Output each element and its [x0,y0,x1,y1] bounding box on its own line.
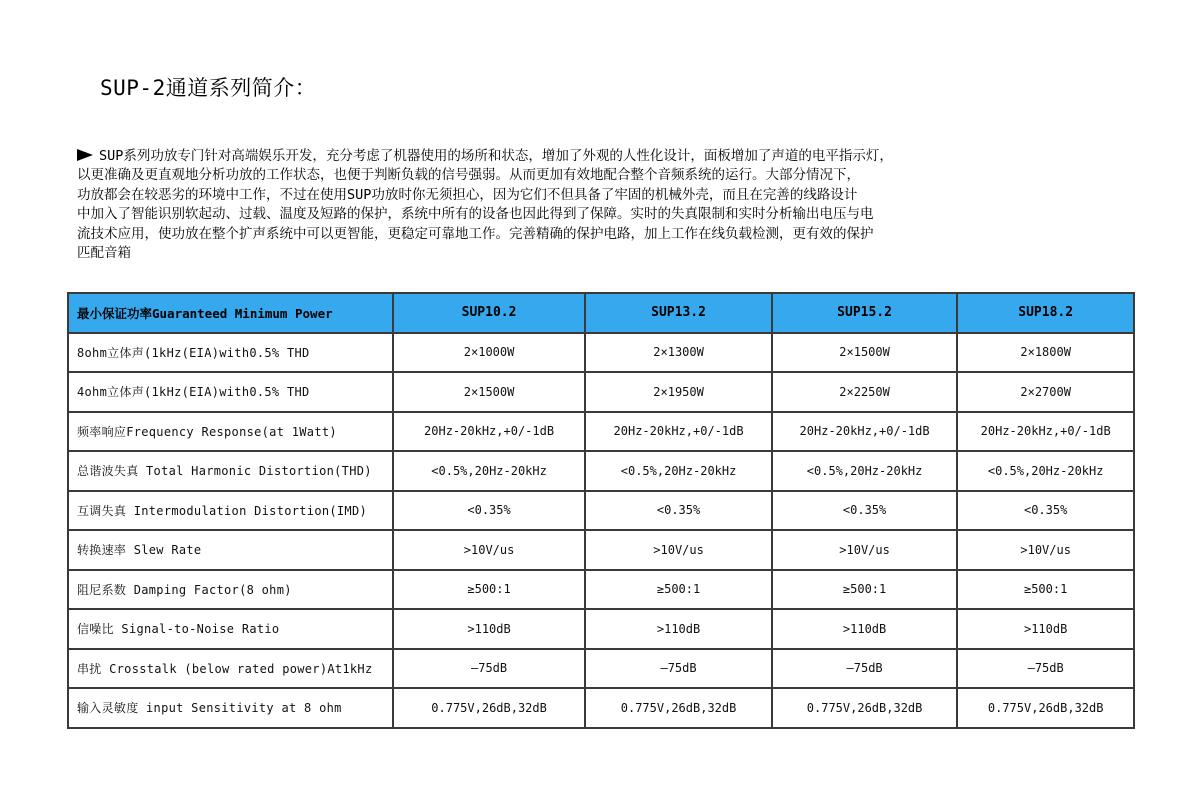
row-value: ≥500:1 [393,570,585,610]
row-value: >110dB [957,609,1134,649]
row-value: >10V/us [772,530,958,570]
row-value: >110dB [772,609,958,649]
row-value: 0.775V,26dB,32dB [957,688,1134,728]
intro-line: 匹配音箱 [77,245,131,262]
row-value: >110dB [393,609,585,649]
header-model: SUP18.2 [957,293,1134,333]
table-row [68,609,1134,649]
row-value: >10V/us [957,530,1134,570]
intro-line: 功放都会在较恶劣的环境中工作，不过在使用SUP功放时你无须担心，因为它们不但具备了牢固的机械外壳，而且在完善的线路设计 [77,186,858,203]
row-value: 0.775V,26dB,32dB [772,688,958,728]
row-value: <0.5%,20Hz-20kHz [393,451,585,491]
row-label: 8ohm立体声(1kHz(EIA)with0.5% THD [68,333,393,373]
row-value: 20Hz-20kHz,+0/-1dB [393,412,585,452]
row-label: 信噪比 Signal-to-Noise Ratio [68,609,393,649]
table-row [68,649,1134,689]
row-value: <0.35% [585,491,772,531]
row-value: 2×2700W [957,372,1134,412]
row-value: —75dB [772,649,958,689]
row-value: >110dB [585,609,772,649]
intro-line [77,147,1077,166]
table-row [68,333,1134,373]
table-row [68,688,1134,728]
row-value: <0.5%,20Hz-20kHz [585,451,772,491]
row-value: 2×1500W [772,333,958,373]
intro-line: 以更准确及更直观地分析功放的工作状态，也便于判断负载的信号强弱。从而更加有效地配合整个音频系统的运行。大部分情况下， [77,167,860,184]
table-body [68,333,1134,728]
spec-table [67,292,1135,729]
right-triangle-bullet-icon [77,149,93,161]
table-row [68,451,1134,491]
row-value: <0.35% [957,491,1134,531]
header-model: SUP10.2 [393,293,585,333]
row-label: 频率响应Frequency Response(at 1Watt) [68,412,393,452]
header-label: 最小保证功率Guaranteed Minimum Power [68,293,393,333]
row-value: 2×1800W [957,333,1134,373]
row-value: 2×1500W [393,372,585,412]
row-label: 阻尼系数 Damping Factor(8 ohm) [68,570,393,610]
row-value: <0.5%,20Hz-20kHz [957,451,1134,491]
intro-line: 流技术应用，使功放在整个扩声系统中可以更智能，更稳定可靠地工作。完善精确的保护电路，加上工作在线负载检测，更有效的保护 [77,225,874,242]
row-value: 2×1950W [585,372,772,412]
row-label: 串扰 Crosstalk (below rated power)At1kHz [68,649,393,689]
row-value: 20Hz-20kHz,+0/-1dB [957,412,1134,452]
page-title: SUP-2通道系列简介： [100,76,317,100]
row-label: 总谐波失真 Total Harmonic Distortion(THD) [68,451,393,491]
row-label: 互调失真 Intermodulation Distortion(IMD) [68,491,393,531]
table-row [68,570,1134,610]
row-value: 0.775V,26dB,32dB [585,688,772,728]
row-value: 0.775V,26dB,32dB [393,688,585,728]
row-label: 4ohm立体声(1kHz(EIA)with0.5% THD [68,372,393,412]
row-value: —75dB [585,649,772,689]
header-model: SUP13.2 [585,293,772,333]
table-row [68,372,1134,412]
table-row [68,491,1134,531]
row-value: 2×1300W [585,333,772,373]
row-value: >10V/us [585,530,772,570]
table-row [68,412,1134,452]
table-header-row [68,293,1134,333]
row-value: 20Hz-20kHz,+0/-1dB [772,412,958,452]
row-value: ≥500:1 [957,570,1134,610]
table-row [68,530,1134,570]
row-value: 2×2250W [772,372,958,412]
row-value: 20Hz-20kHz,+0/-1dB [585,412,772,452]
row-label: 转换速率 Slew Rate [68,530,393,570]
header-model: SUP15.2 [772,293,958,333]
row-value: ≥500:1 [585,570,772,610]
row-value: <0.35% [772,491,958,531]
row-value: —75dB [393,649,585,689]
intro-paragraph [77,147,1077,263]
row-value: 2×1000W [393,333,585,373]
row-value: <0.35% [393,491,585,531]
row-value: >10V/us [393,530,585,570]
row-value: ≥500:1 [772,570,958,610]
intro-line-text: SUP系列功放专门针对高端娱乐开发，充分考虑了机器使用的场所和状态，增加了外观的人性化设计，面板增加了声道的电平指示灯， [99,148,893,164]
row-value: <0.5%,20Hz-20kHz [772,451,958,491]
row-label: 输入灵敏度 input Sensitivity at 8 ohm [68,688,393,728]
row-value: —75dB [957,649,1134,689]
intro-line: 中加入了智能识别软起动、过载、温度及短路的保护，系统中所有的设备也因此得到了保障。实时的失真限制和实时分析输出电压与电 [77,206,874,223]
